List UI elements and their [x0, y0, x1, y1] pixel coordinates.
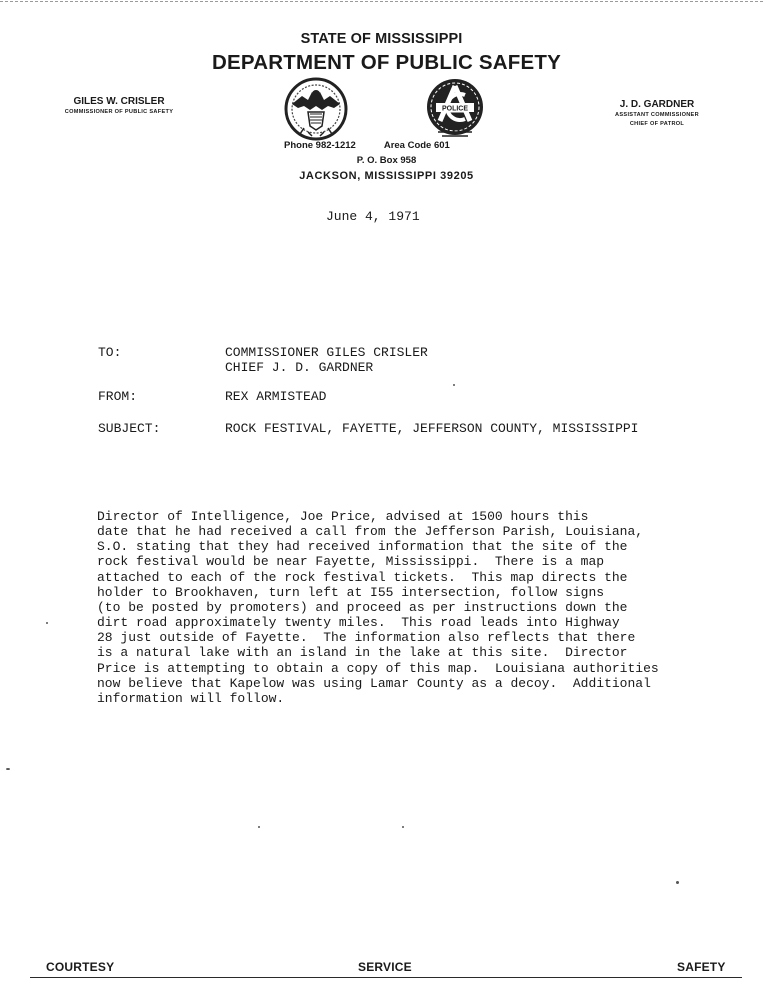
scan-speck [258, 826, 260, 828]
footer-safety: SAFETY [677, 960, 726, 974]
state-seal-icon [282, 76, 350, 142]
assistant-commissioner-title: ASSISTANT COMMISSIONER [615, 112, 699, 118]
department-heading: DEPARTMENT OF PUBLIC SAFETY [212, 51, 561, 74]
scan-speck [402, 826, 404, 828]
po-box: P. O. Box 958 [356, 155, 417, 166]
police-seal-icon [420, 77, 490, 141]
memo-date: June 4, 1971 [326, 209, 420, 224]
scan-speck [46, 622, 48, 624]
area-code: Area Code 601 [383, 140, 450, 151]
to-label: TO: [98, 345, 122, 360]
chief-of-patrol-title: CHIEF OF PATROL [629, 121, 685, 127]
commissioner-block [38, 96, 200, 117]
assistant-commissioner-block [592, 99, 722, 129]
scan-speck [453, 384, 455, 386]
police-seal-label: POLICE [441, 105, 469, 113]
subject-value: ROCK FESTIVAL, FAYETTE, JEFFERSON COUNTY, MISSISSIPPI [225, 421, 639, 436]
scan-speck [6, 768, 10, 770]
to-recipient-2: CHIEF J. D. GARDNER [225, 360, 374, 375]
footer-rule [30, 977, 742, 978]
contact-line [284, 140, 504, 151]
state-heading: STATE OF MISSISSIPPI [300, 31, 463, 47]
footer-service: SERVICE [358, 960, 412, 974]
commissioner-name: GILES W. CRISLER [73, 96, 165, 107]
phone-number: Phone 982-1212 [284, 140, 356, 151]
city-address: JACKSON, MISSISSIPPI 39205 [299, 170, 474, 182]
commissioner-title: COMMISSIONER OF PUBLIC SAFETY [64, 109, 174, 115]
to-recipient-1: COMMISSIONER GILES CRISLER [225, 345, 428, 360]
from-value: REX ARMISTEAD [225, 389, 327, 404]
from-label: FROM: [98, 389, 138, 404]
top-border [0, 1, 763, 2]
assistant-commissioner-name: J. D. GARDNER [619, 99, 695, 110]
memo-body: Director of Intelligence, Joe Price, advised at 1500 hours this date that he had received a call from the Jefferson Parish, Louisiana, S.O. stating that they had received information that the site of the rock festival would be near Fayette, Mississippi. There is a map attached to each of the rock festival tickets. This map directs the holder to Brookhaven, turn left at I55 intersection, follow signs (to be posted by promoters) and proceed as per instructions down the dirt road approximately twenty miles. This road leads into Highway 28 just outside of Fayette. The information also reflects that there is a natural lake with an island in the lake at this site. Director Price is attempting to obtain a copy of this map. Louisiana authorities now believe that Kapelow was using Lamar County as a decoy. Additional information will follow. [97, 509, 659, 706]
footer-courtesy: COURTESY [46, 960, 115, 974]
scan-speck [676, 881, 679, 884]
subject-label: SUBJECT: [98, 421, 161, 436]
